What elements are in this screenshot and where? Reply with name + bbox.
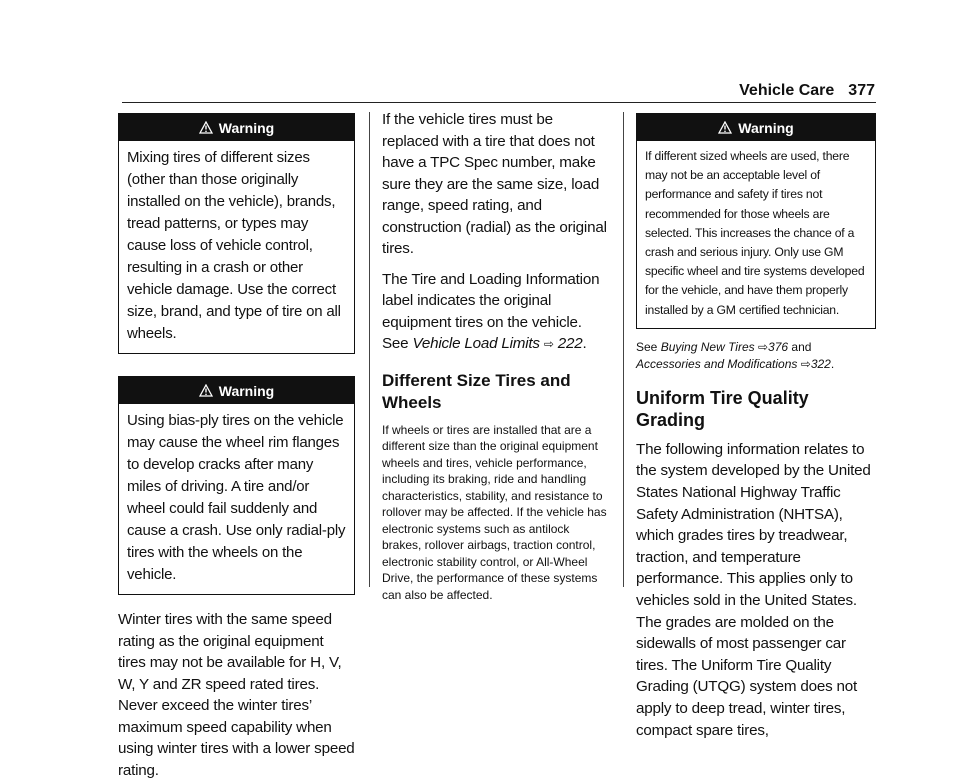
and-text: and <box>791 339 812 354</box>
warning-text: If different sized wheels are used, there may not be an acceptable level of performance and safety if tires not recommended for those wheels are selected. This increases the chance of a crash and serious injury. Only use GM specific wheel and tire systems developed for the vehicle, and have them properly installed by a GM certified technician. <box>645 149 865 317</box>
buying-new-tires-page[interactable]: 376 <box>768 339 789 354</box>
header-rule <box>122 102 876 103</box>
page-reference-arrow-icon: ⇨ <box>800 356 811 371</box>
vehicle-load-limits-page[interactable]: 222 <box>557 335 583 352</box>
warning-title: Warning <box>738 120 794 136</box>
accessories-modifications-link[interactable]: Accessories and Modifications <box>636 356 798 371</box>
warning-text: Using bias-ply tires on the vehicle may cause the wheel rim flanges to develop cracks after many miles of driving. A tire and/or wheel could fail suddenly and cause a crash. Use only radial-ply tires with the wheels on the vehicle. <box>127 412 346 583</box>
column-2 <box>382 109 612 603</box>
warning-box-mixing-tires <box>118 113 355 354</box>
column-1 <box>118 113 355 781</box>
winter-tires-paragraph: Winter tires with the same speed rating as the original equipment tires may not be available for H, V, W, Y and ZR speed rated tires. Never exceed the winter tires’ maximum speed capability when using winter tires with a lower speed rating. <box>118 611 355 779</box>
warning-triangle-icon <box>199 384 213 397</box>
warning-triangle-icon <box>199 121 213 134</box>
see-text: See <box>636 339 658 354</box>
warning-header <box>119 377 354 404</box>
page-number: 377 <box>848 82 875 99</box>
page-reference-arrow-icon: ⇨ <box>543 337 554 351</box>
warning-header <box>637 114 875 141</box>
warning-header <box>119 114 354 141</box>
warning-box-bias-ply <box>118 376 355 595</box>
see-also-references <box>636 339 876 373</box>
warning-title: Warning <box>218 120 275 136</box>
section-heading-utqg: Uniform Tire Quality Grading <box>636 387 809 430</box>
tire-label-text: The Tire and Loading Information label indicates the original equipment tires on the vehicle. See <box>382 270 600 352</box>
utqg-paragraph: The following information relates to the system developed by the United States National Highway Traffic Safety Administration (NHTSA), which grades tires by treadwear, traction, and temperature performance. This applies only to vehicles sold in the United States. The grades are molded on the sidewalls of most passenger car tires. The Uniform Tire Quality Grading (UTQG) system does not apply to deep tread, winter tires, compact spare tires, <box>636 440 871 739</box>
warning-text: Mixing tires of different sizes (other than those originally installed on the vehicle), brands, tread patterns, or types may cause loss of vehicle control, resulting in a crash or other vehicle damage. Use the correct size, brand, and type of tire on all wheels. <box>127 149 341 342</box>
tire-label-paragraph <box>382 269 612 356</box>
page-reference-arrow-icon: ⇨ <box>757 339 769 354</box>
period: . <box>830 356 835 371</box>
warning-triangle-icon <box>718 121 732 134</box>
tpc-spec-paragraph: If the vehicle tires must be replaced with a tire that does not have a TPC Spec number, make sure they are the same size, load range, speed rating, and construction (radial) as the original tires. <box>382 111 607 257</box>
warning-title: Warning <box>218 383 275 399</box>
section-title: Vehicle Care <box>739 82 835 99</box>
column-divider-1 <box>369 112 370 587</box>
buying-new-tires-link[interactable]: Buying New Tires <box>660 339 755 354</box>
section-heading-different-size: Different Size Tires and Wheels <box>382 370 571 412</box>
period: . <box>582 335 587 352</box>
accessories-modifications-page[interactable]: 322 <box>810 356 831 371</box>
different-size-paragraph: If wheels or tires are installed that are a different size than the original equipment wheels and tires, vehicle performance, including its braking, ride and handling characteristics, stability, and resistance to rollover may be affected. If the vehicle has electronic systems such as antilock brakes, rollover airbags, traction control, electronic stability control, or All-Wheel Drive, the performance of these systems can also be affected. <box>382 422 607 602</box>
warning-box-different-wheels <box>636 113 876 329</box>
column-3 <box>636 113 876 741</box>
vehicle-load-limits-link[interactable]: Vehicle Load Limits <box>412 335 540 352</box>
page-header <box>700 82 875 100</box>
column-divider-2 <box>623 112 624 587</box>
